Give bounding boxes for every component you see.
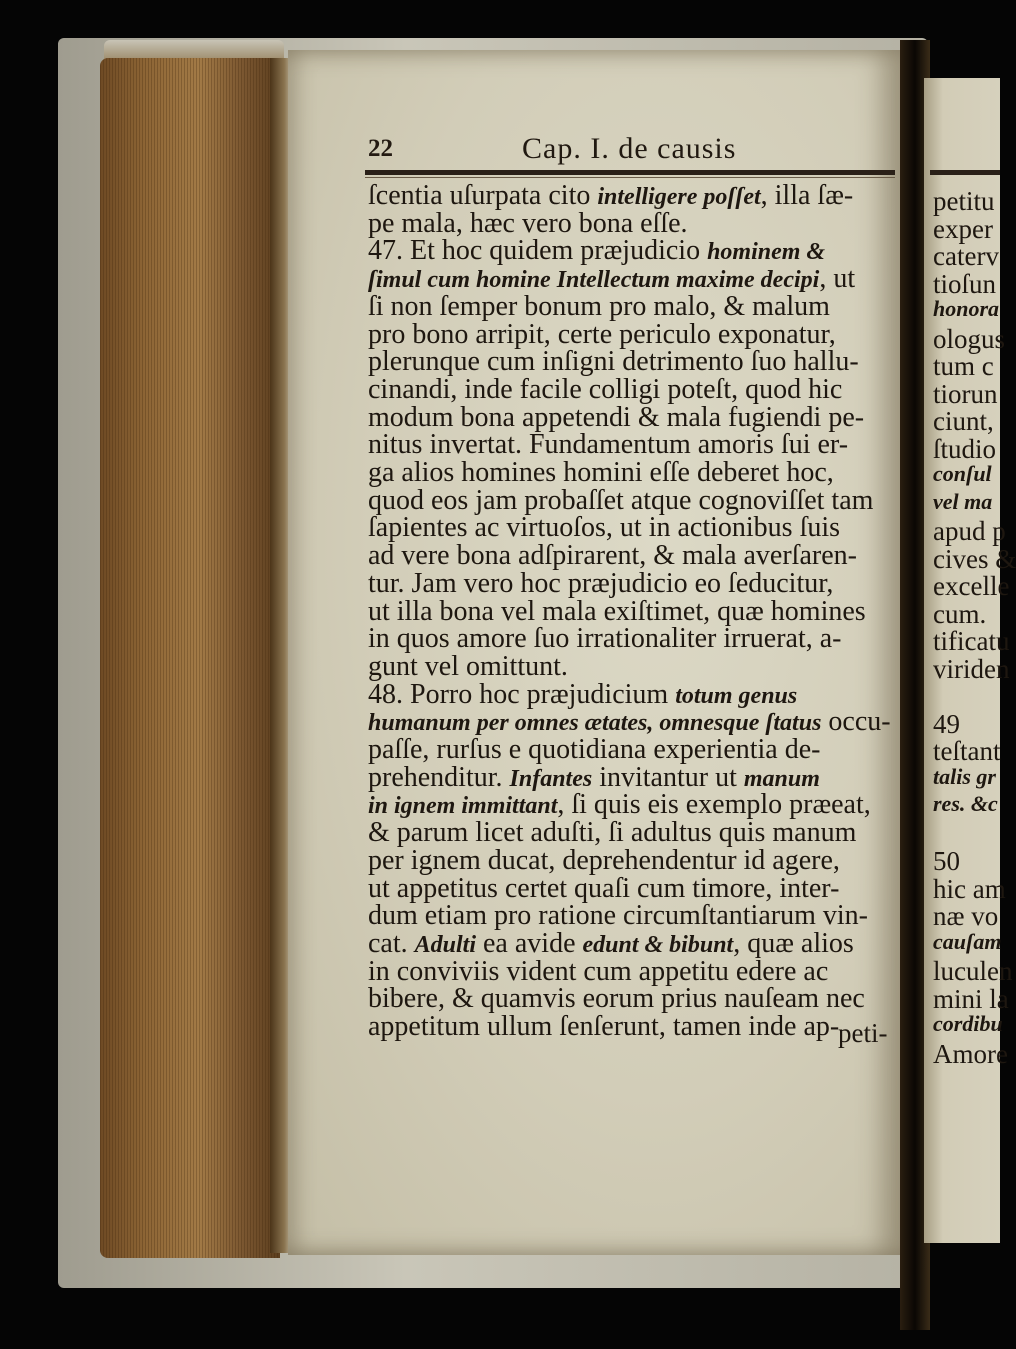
text-line: ſimul cum homine Intellectum maxime decipi, ut [368,263,856,295]
facing-page-line: luculen [933,956,1013,986]
facing-page-line: teſtant [933,736,1001,766]
facing-page-line: exper [933,213,993,244]
facing-page-line: cordibu [933,1011,1003,1036]
catchword: peti- [838,1018,888,1048]
facing-page-line: res. &c [933,791,998,816]
text-line: prehenditur. Infantes invitantur ut manum [368,761,820,793]
text-line: ga alios homines homini eſſe deberet hoc, [368,457,834,488]
text-line: modum bona appetendi & mala fugiendi pe- [368,401,865,433]
facing-page-line: tum c [933,351,994,381]
facing-page-line: ologus [933,323,1006,354]
header-rule-thin [365,177,895,178]
page-number: 22 [368,135,393,162]
text-line: ſcentia uſurpata cito intelligere poſſet, illa ſæ- [368,180,854,211]
text-line: ſi non ſemper bonum pro malo, & malum [368,290,830,322]
facing-page-line: viriden [933,653,1010,684]
header-rule [365,170,895,175]
text-line: cinandi, inde facile colligi poteſt, quod hic [368,373,843,405]
text-line: ut appetitus certet quaſi cum timore, inter- [368,872,840,904]
text-line: humanum per omnes ætates, omnesque ſtatus occu- [368,706,891,738]
facing-page-line: 49 [933,708,960,739]
facing-page-rule [930,170,1000,175]
text-line: appetitum ullum ſenſerunt, tamen inde ap- [368,1011,840,1042]
facing-page-line: Amore [933,1038,1008,1069]
text-line: ad vere bona adſpirarent, & mala averſaren- [368,540,857,572]
facing-page-line: tiorun [933,378,998,409]
text-line: ſapientes ac virtuoſos, ut in actionibus ſuis [368,512,841,544]
facing-page-line: 50 [933,846,960,876]
text-line: dum etiam pro ratione circumſtantiarum vin- [368,900,868,932]
running-head: Cap. I. de causis [522,132,737,165]
text-line: 47. Et hoc quidem præjudicio hominem & [368,235,826,267]
facing-page-line: hic am [933,873,1006,904]
facing-page-line: mini la [933,983,1009,1014]
facing-page-line: conſul [933,461,992,486]
facing-page-line: vel ma [933,488,993,514]
facing-page-line: cum. [933,598,987,629]
text-line: & parum licet aduſti, ſi adultus quis manum [368,817,857,849]
page-edges [100,58,280,1258]
text-line: quod eos jam probaſſet atque cognoviſſet tam [368,484,874,516]
text-line: gunt vel omittunt. [368,650,568,682]
facing-page-line: cives & [933,543,1016,574]
facing-page-line: tificatu [933,626,1010,656]
text-line: ut illa bona vel mala exiſtimet, quæ homines [368,595,866,627]
text-line: per ignem ducat, deprehendentur id agere, [368,844,840,876]
facing-page-line: tioſun [933,268,997,299]
text-line: 48. Porro hoc præjudicium totum genus [368,678,798,710]
facing-page-line: excelle [933,571,1010,601]
text-line: bibere, & quamvis eorum prius nauſeam nec [368,983,865,1015]
text-line: in ignem immittant, ſi quis eis exemplo præeat, [368,789,871,821]
facing-page-line: caterv [933,241,999,271]
facing-page-line: næ vo [933,901,999,931]
facing-page-line: honora [933,296,1000,321]
text-line: nitus invertat. Fundamentum amoris ſui er- [368,429,849,461]
facing-page-line: ciunt, [933,406,994,436]
facing-page-line: apud p [933,516,1006,546]
text-line: in conviviis vident cum appetitu edere ac [368,955,829,987]
text-line: pro bono arripit, certe periculo exponatur, [368,318,836,350]
facing-page-line: ſtudio [933,433,997,464]
text-line: paſſe, rurſus e quotidiana experientia de- [368,734,821,765]
text-line: in quos amore ſuo irrationaliter irruerat, a- [368,623,842,655]
facing-page-line: talis gr [933,763,996,789]
facing-page-line: petitu [933,186,995,216]
text-line: pe mala, hæc vero bona eſſe. [368,207,688,239]
text-line: plerunque cum inſigni detrimento ſuo hallu- [368,346,859,378]
text-line: tur. Jam vero hoc præjudicio eo ſeducitur, [368,567,834,599]
text-line: cat. Adulti ea avide edunt & bibunt, quæ alios [368,927,854,959]
facing-page-line: cauſam [933,928,1002,954]
